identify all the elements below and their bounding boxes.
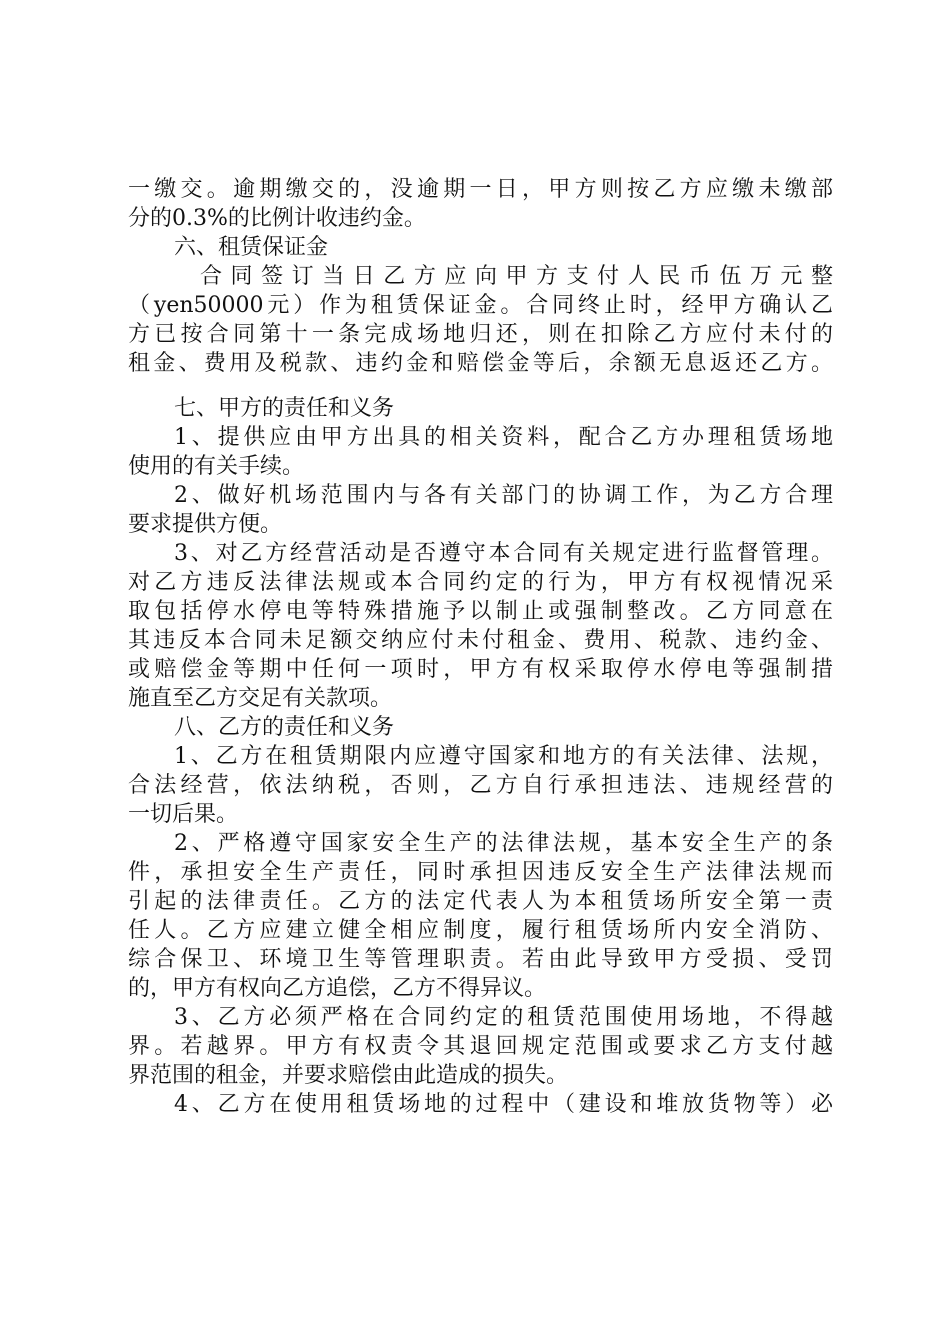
text-line: 合同签订当日乙方应向甲方支付人民币伍万元整: [200, 264, 833, 289]
text-line: 的，甲方有权向乙方追偿，乙方不得异议。: [128, 976, 547, 1001]
text-line: 一缴交。逾期缴交的，没逾期一日，甲方则按乙方应缴未缴部: [128, 177, 833, 202]
paragraph-gap: [128, 378, 833, 394]
text-line: （yen50000元）作为租赁保证金。合同终止时，经甲方确认乙: [128, 293, 833, 318]
text-line: 1、提供应由甲方出具的相关资料，配合乙方办理租赁场地: [174, 425, 833, 450]
text-line: 合法经营，依法纳税，否则，乙方自行承担违法、违规经营的: [128, 773, 833, 798]
text-line: 综合保卫、环境卫生等管理职责。若由此导致甲方受损、受罚: [128, 947, 833, 972]
text-line: 取包括停水停电等特殊措施予以制止或强制整改。乙方同意在: [128, 599, 833, 624]
text-line: 一切后果。: [128, 802, 239, 827]
text-line: 其违反本合同未足额交纳应付未付租金、费用、税款、违约金、: [128, 628, 833, 653]
text-line: 施直至乙方交足有关款项。: [128, 686, 393, 711]
text-line: 方已按合同第十一条完成场地归还，则在扣除乙方应付未付的: [128, 322, 833, 347]
text-line: 七、甲方的责任和义务: [174, 396, 395, 421]
text-line: 使用的有关手续。: [128, 454, 305, 479]
text-line: 租金、费用及税款、违约金和赔偿金等后，余额无息返还乙方。: [128, 351, 833, 376]
text-line: 4、乙方在使用租赁场地的过程中（建设和堆放货物等）必: [174, 1092, 833, 1117]
text-line: 2、严格遵守国家安全生产的法律法规，基本安全生产的条: [174, 831, 833, 856]
text-line: 六、租赁保证金: [174, 235, 329, 260]
text-line: 引起的法律责任。乙方的法定代表人为本租赁场所安全第一责: [128, 889, 833, 914]
text-line: 或赔偿金等期中任何一项时，甲方有权采取停水停电等强制措: [128, 657, 833, 682]
text-line: 任人。乙方应建立健全相应制度，履行租赁场所内安全消防、: [128, 918, 833, 943]
text-line: 八、乙方的责任和义务: [174, 715, 395, 740]
text-line: 分的0.3%的比例计收违约金。: [128, 206, 426, 231]
text-line: 2、做好机场范围内与各有关部门的协调工作，为乙方合理: [174, 483, 833, 508]
document-page: [128, 175, 833, 1119]
text-line: 对乙方违反法律法规或本合同约定的行为，甲方有权视情况采: [128, 570, 833, 595]
text-line: 界。若越界。甲方有权责令其退回规定范围或要求乙方支付越: [128, 1034, 833, 1059]
text-line: 要求提供方便。: [128, 512, 283, 537]
text-line: 3、乙方必须严格在合同约定的租赁范围使用场地，不得越: [174, 1005, 833, 1030]
text-line: 件，承担安全生产责任，同时承担因违反安全生产法律法规而: [128, 860, 833, 885]
text-line: 界范围的租金，并要求赔偿由此造成的损失。: [128, 1063, 569, 1088]
text-line: 3、对乙方经营活动是否遵守本合同有关规定进行监督管理。: [174, 541, 833, 566]
text-line: 1、乙方在租赁期限内应遵守国家和地方的有关法律、法规，: [174, 744, 833, 769]
